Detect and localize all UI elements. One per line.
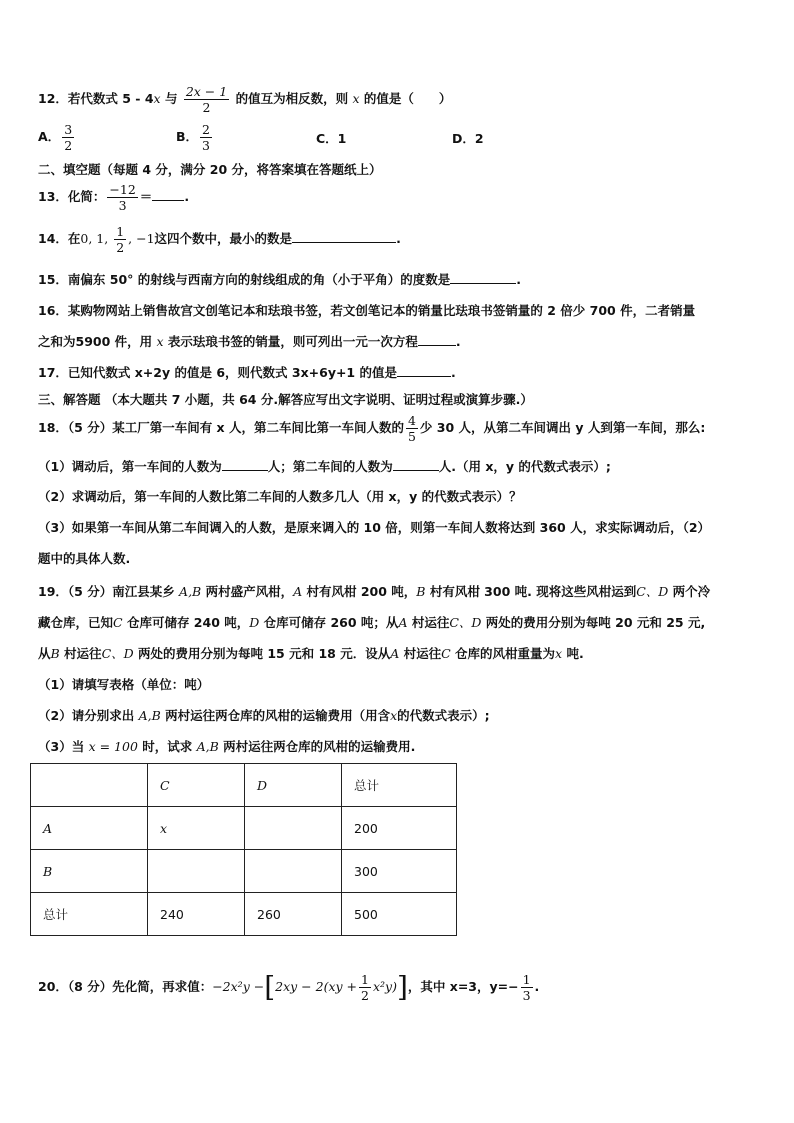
q12-opt-a-label: A． xyxy=(38,129,61,144)
q12-fraction xyxy=(184,84,229,115)
q18-blank-2[interactable] xyxy=(393,458,439,471)
q12-opt-a-num: 3 xyxy=(64,122,73,137)
q14-half xyxy=(114,224,126,255)
q13-den: 3 xyxy=(118,198,127,213)
table-cell: 200 xyxy=(342,807,457,850)
table-cell[interactable] xyxy=(245,807,342,850)
q19-sub2-ab: A,B xyxy=(138,708,161,723)
q20-expr-in-a: 2xy − 2(xy + xyxy=(275,979,358,994)
q18-sub1-a: （1）调动后，第一车间的人数为 xyxy=(38,459,222,474)
q19-l3-e: 仓库的风柑重量为 xyxy=(450,646,556,661)
q19-l3-c: 两处的费用分别为每吨 15 元和 18 元．设从 xyxy=(133,646,391,661)
q14-nums: 0, 1, xyxy=(80,231,113,246)
q12-option-b xyxy=(176,122,214,153)
table-cell: 500 xyxy=(342,893,457,936)
q12-option-a xyxy=(38,122,76,153)
q14-prefix: 14．在 xyxy=(38,231,81,246)
q14-neg: , −1 xyxy=(128,231,155,246)
q20-prefix: 20．（8 分）先化简，再求值： xyxy=(38,979,213,994)
question-17 xyxy=(38,364,456,382)
table-header-cell: C xyxy=(148,764,245,807)
shipment-table xyxy=(30,763,457,936)
q18-frac-den: 5 xyxy=(407,429,416,444)
q19-l2-b: 仓库可储存 240 吨， xyxy=(122,615,250,630)
q12-suffix-b: 的值是（ ） xyxy=(359,91,452,106)
q16-answer-blank[interactable] xyxy=(418,333,456,346)
q20-end: . xyxy=(534,979,540,994)
q19-sub2-x: x xyxy=(390,708,398,723)
q15-answer-blank[interactable] xyxy=(450,271,516,284)
q17-text: 17．已知代数式 x+2y 的值是 6，则代数式 3x+6y+1 的值是 xyxy=(38,365,397,380)
table-cell: x xyxy=(148,807,245,850)
table-cell xyxy=(31,764,148,807)
q19-l3-f: 吨. xyxy=(562,646,584,661)
question-16-line-2 xyxy=(38,333,461,351)
q19-sub3-ab: A,B xyxy=(196,739,219,754)
q19-l3-B: B xyxy=(50,646,60,661)
q20-half xyxy=(359,972,371,1003)
q19-sub3-c: 两村运往两仓库的风柑的运输费用. xyxy=(218,739,416,754)
q19-l3-cd: C、D xyxy=(101,646,134,661)
q19-l2-D: D xyxy=(249,615,260,630)
q20-half-den: 2 xyxy=(361,988,369,1003)
q16-line2-a: 之和为5900 件，用 xyxy=(38,334,157,349)
q19-l2-cd: C、D xyxy=(449,615,482,630)
q12-frac-num: 2x − 1 xyxy=(185,84,228,99)
q12-opt-a-frac xyxy=(62,122,74,153)
question-19-line-2 xyxy=(38,614,705,632)
q19-l2-C: C xyxy=(113,615,123,630)
q20-left-bracket: [ xyxy=(264,970,276,1004)
q12-suffix-a: 的值互为相反数，则 xyxy=(231,91,353,106)
table-cell[interactable] xyxy=(148,850,245,893)
q19-l1-b: 两村盛产风柑， xyxy=(201,584,294,599)
table-cell: 总计 xyxy=(31,893,148,936)
q18-fraction xyxy=(406,413,418,444)
q18-line1-b: 少 30 人，从第二车间调出 y 人到第一车间，那么: xyxy=(419,420,706,435)
question-20 xyxy=(38,972,539,1003)
q19-l2-e: 两处的费用分别为每吨 20 元和 25 元, xyxy=(481,615,706,630)
q18-sub-3-line-1: （3）如果第一车间从第二车间调入的人数，是原来调入的 10 倍，则第一车间人数将达到 360 人，求实际调动后，（2） xyxy=(38,520,711,535)
q19-l1-cd: C、D xyxy=(636,584,669,599)
q19-sub3-a: （3）当 xyxy=(38,739,89,754)
q18-frac-num: 4 xyxy=(407,413,416,428)
q13-eq: ＝ xyxy=(139,189,153,204)
q12-opt-b-num: 2 xyxy=(202,122,210,137)
q19-l1-ab: A,B xyxy=(179,584,202,599)
q20-half-num: 1 xyxy=(361,972,369,987)
q19-sub2-c: 的代数式表示）; xyxy=(397,708,490,723)
question-15 xyxy=(38,271,521,289)
section-2-heading: 二、填空题（每题 4 分，满分 20 分，将答案填在答题纸上） xyxy=(38,162,382,177)
q19-l1-A: A xyxy=(293,584,303,599)
q13-answer-blank[interactable] xyxy=(152,188,184,201)
q18-sub1-b: 人；第二车间的人数为 xyxy=(267,459,393,474)
table-row xyxy=(31,893,457,936)
q19-l3-a: 从 xyxy=(38,646,51,661)
q19-sub3-eq: x = 100 xyxy=(88,739,138,754)
q19-sub3-b: 时，试求 xyxy=(137,739,197,754)
q12-opt-b-den: 3 xyxy=(202,138,210,153)
q13-fraction xyxy=(107,182,137,213)
q20-suffix: ，其中 x=3，y=− xyxy=(407,979,519,994)
q17-end: . xyxy=(451,365,456,380)
question-19-line-1 xyxy=(38,583,710,601)
q16-end: . xyxy=(455,334,461,349)
question-18-stem xyxy=(38,413,705,444)
q14-answer-blank[interactable] xyxy=(292,230,396,243)
q15-text: 15．南偏东 50° 的射线与西南方向的射线组成的角（小于平角）的度数是 xyxy=(38,272,451,287)
q18-sub1-c: 人.（用 x，y 的代数式表示）; xyxy=(438,459,611,474)
q14-half-den: 2 xyxy=(116,240,125,255)
q16-var: x xyxy=(156,334,164,349)
q17-answer-blank[interactable] xyxy=(397,364,451,377)
table-row xyxy=(31,807,457,850)
q19-sub-3 xyxy=(38,738,415,756)
q18-blank-1[interactable] xyxy=(222,458,268,471)
q12-opt-b-label: B． xyxy=(176,129,199,144)
table-cell: 240 xyxy=(148,893,245,936)
q12-option-c: C．1 xyxy=(316,131,347,146)
table-header-cell: D xyxy=(245,764,342,807)
q12-suffix-var: x xyxy=(352,91,360,106)
q18-sub-3-line-2: 题中的具体人数. xyxy=(38,551,131,566)
q12-var-x: x xyxy=(153,91,161,106)
q19-l1-e: 两个冷 xyxy=(668,584,711,599)
q12-prefix: 12．若代数式 5 - 4 xyxy=(38,91,154,106)
q20-expr-in-b: x²y) xyxy=(372,979,397,994)
q13-prefix: 13．化简： xyxy=(38,189,106,204)
q19-l1-a: 19．（5 分）南江县某乡 xyxy=(38,584,180,599)
q19-l3-A: A xyxy=(390,646,400,661)
question-16-line-1: 16．某购物网站上销售故宫文创笔记本和珐琅书签，若文创笔记本的销量比珐琅书签销量的 2 倍少 700 件，二者销量 xyxy=(38,303,696,318)
q14-end: . xyxy=(396,231,401,246)
q19-sub-1: （1）请填写表格（单位：吨） xyxy=(38,677,210,692)
q19-l3-C: C xyxy=(441,646,451,661)
q16-line2-b: 表示珐琅书签的销量，则可列出一元一次方程 xyxy=(163,334,418,349)
q12-mid: 与 xyxy=(160,91,182,106)
table-cell: 300 xyxy=(342,850,457,893)
q19-l1-c: 村有风柑 200 吨， xyxy=(302,584,417,599)
q14-suffix: 这四个数中，最小的数是 xyxy=(154,231,293,246)
question-12-stem xyxy=(38,84,451,115)
q20-y-frac xyxy=(521,972,533,1003)
q12-opt-b-frac xyxy=(200,122,212,153)
q12-opt-a-den: 2 xyxy=(64,138,73,153)
q13-num: −12 xyxy=(109,182,136,197)
table-cell: B xyxy=(31,850,148,893)
q12-option-d: D．2 xyxy=(452,131,484,146)
q19-l3-x: x xyxy=(555,646,563,661)
q20-right-bracket: ] xyxy=(396,970,408,1004)
table-cell: A xyxy=(31,807,148,850)
table-row xyxy=(31,850,457,893)
section-3-heading: 三、解答题 （本大题共 7 小题，共 64 分.解答应写出文字说明、证明过程或演算步骤.） xyxy=(38,392,533,407)
q20-expr-a: −2x²y − xyxy=(212,979,265,994)
q19-l3-b: 村运往 xyxy=(59,646,102,661)
q18-sub-1 xyxy=(38,458,611,476)
q20-y-den: 3 xyxy=(522,988,531,1003)
q18-line1-a: 18．（5 分）某工厂第一车间有 x 人，第二车间比第一车间人数的 xyxy=(38,420,404,435)
table-header-cell: 总计 xyxy=(342,764,457,807)
q15-end: . xyxy=(516,272,521,287)
q19-sub-2 xyxy=(38,707,490,725)
q19-sub2-a: （2）请分别求出 xyxy=(38,708,139,723)
table-cell[interactable] xyxy=(245,850,342,893)
q19-l1-d: 村有风柑 300 吨. 现将这些风柑运到 xyxy=(425,584,637,599)
q19-l2-A: A xyxy=(398,615,408,630)
q20-y-num: 1 xyxy=(522,972,531,987)
question-19-line-3 xyxy=(38,645,584,663)
q19-l3-d: 村运往 xyxy=(399,646,442,661)
table-cell: 260 xyxy=(245,893,342,936)
q14-half-num: 1 xyxy=(116,224,125,239)
q13-end: . xyxy=(184,189,190,204)
q19-l2-a: 藏仓库，已知 xyxy=(38,615,114,630)
table-header-row xyxy=(31,764,457,807)
q19-l1-B: B xyxy=(416,584,426,599)
q18-sub-2: （2）求调动后，第一车间的人数比第二车间的人数多几人（用 x，y 的代数式表示）？ xyxy=(38,489,522,504)
q19-l2-d: 村运往 xyxy=(407,615,450,630)
q19-l2-c: 仓库可储存 260 吨；从 xyxy=(259,615,399,630)
q12-frac-den: 2 xyxy=(202,100,211,115)
question-13 xyxy=(38,182,189,213)
q19-sub2-b: 两村运往两仓库的风柑的运输费用（用含 xyxy=(160,708,391,723)
question-14 xyxy=(38,224,401,255)
